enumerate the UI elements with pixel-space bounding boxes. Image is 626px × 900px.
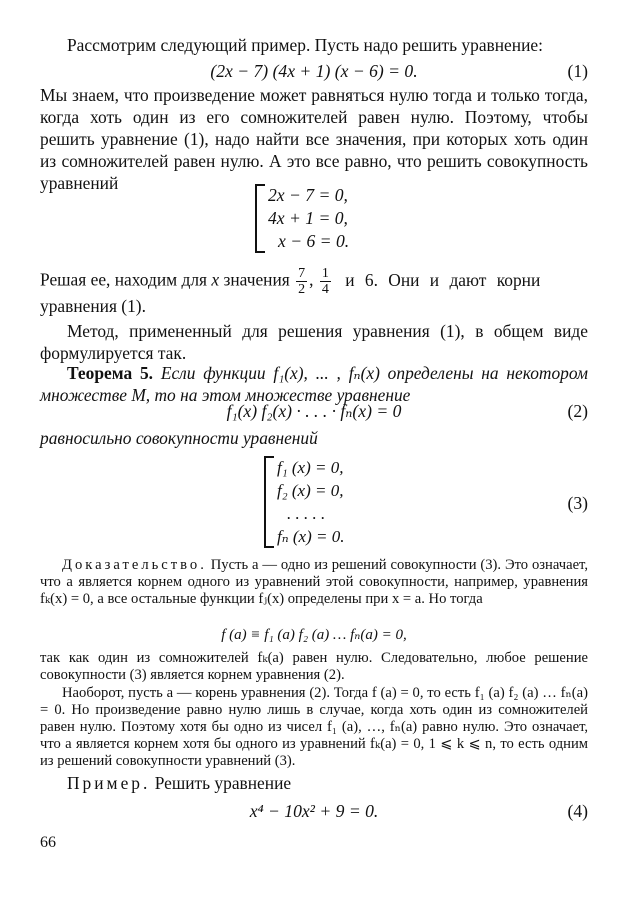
system-2-number: (3) (567, 493, 588, 513)
system-1-line-1: 2x − 7 = 0, (268, 185, 348, 205)
reasoning-paragraph: Мы знаем, что произведение может равняться нулю тогда и только тогда, когда хоть один из его сомножителей равен нулю. Поэтому, чтобы решить уравнение (1), надо найти все значения, при которых хоть один из сомножителей равен нулю. А это все равно, что решить совокупность уравнений (40, 85, 588, 193)
proof-paragraph (40, 557, 588, 608)
equation-1-number: (1) (567, 61, 588, 81)
system-2-line-3: . . . . . (287, 504, 326, 523)
equivalence-line: равносильно совокупности уравнений (40, 428, 318, 448)
converse-paragraph: Наоборот, пусть a — корень уравнения (2). Тогда f (a) = 0, то есть f₁ (a) f₂ (a) … fₙ(a) = 0. Но произведение равно нулю лишь в случае, когда хоть один из сомножителей равен нулю. Поэтому хотя бы одно из чисел f₁ (a), …, fₙ(a) равно нулю. Это означает, что a является корнем хотя бы одного из уравнений fₖ(a) = 0, 1 ⩽ k ⩽ n, то есть одним из решений совокупности уравнений (3). (40, 685, 588, 770)
solution-text-c: и 6. Они и дают корни (345, 269, 541, 290)
solution-text-b: значения (223, 269, 290, 290)
equation-2-number: (2) (567, 401, 588, 421)
system-bracket (255, 184, 265, 253)
intro-paragraph: Рассмотрим следующий пример. Пусть надо решить уравнение: (67, 35, 543, 55)
equation-1-expression: (2x − 7) (4x + 1) (x − 6) = 0. (210, 61, 418, 81)
system-2-line-1: f₁ (x) = 0, (277, 458, 344, 477)
theorem-label: Теорема 5. (67, 363, 154, 383)
page-number: 66 (40, 834, 56, 851)
equation-system-1 (255, 184, 349, 253)
system-2-line-4: fₙ (x) = 0. (277, 527, 345, 546)
solution-text-a: Решая ее, находим для (40, 269, 208, 290)
fraction-one-quarter: $\frac{1}{4}$ (321, 266, 329, 297)
solution-variable: x (211, 269, 220, 290)
proof-continuation: так как один из сомножителей fₖ(a) равен нулю. Следовательно, любое решение совокупности (3) является корнем уравнения (2). (40, 650, 588, 684)
example-paragraph (40, 772, 588, 794)
method-paragraph: Метод, примененный для решения уравнения (1), в общем виде формулируется так. (40, 321, 588, 363)
equation-4-expression: x⁴ − 10x² + 9 = 0. (249, 801, 379, 821)
equation-4-number: (4) (567, 801, 588, 821)
proof-text: Пусть a — одно из решений совокупности (3). Это означает, что a является корнем одного из уравнений этой совокупности, например, уравнения fₖ(x) = 0, а все остальные функции fⱼ(x) определены при x = a. Но тогда (40, 557, 588, 608)
system-2-bracket (264, 456, 274, 548)
equation-system-2 (264, 456, 344, 548)
fraction-seven-halves: $\frac{7}{2}$ (298, 266, 306, 297)
example-text: Решить уравнение (154, 773, 292, 793)
system-1-line-2: 4x + 1 = 0, (268, 208, 348, 228)
identity-expression: f (a) ≡ f₁ (a) f₂ (a) … fₙ(a) = 0, (221, 627, 407, 643)
system-2-line-2: f₂ (x) = 0, (277, 481, 344, 500)
equation-2-expression: f₁(x) f₂(x) · . . . · fₙ(x) = 0 (226, 401, 402, 421)
example-label: Пример. (67, 773, 151, 793)
proof-label: Доказательство. (62, 557, 207, 573)
theorem-text: Если функции f₁(x), ... , fₙ(x) определены на некотором множестве M, то на этом множестве уравнение (40, 363, 588, 405)
solution-paragraph: Решая ее, находим для x значения $\frac{7}{2}$ , $\frac{1}{4}$ и 6. Они и дают корни уравнения (1). (40, 266, 588, 317)
solution-line-2: уравнения (1). (40, 296, 146, 316)
system-1-line-3: x − 6 = 0. (278, 231, 350, 251)
